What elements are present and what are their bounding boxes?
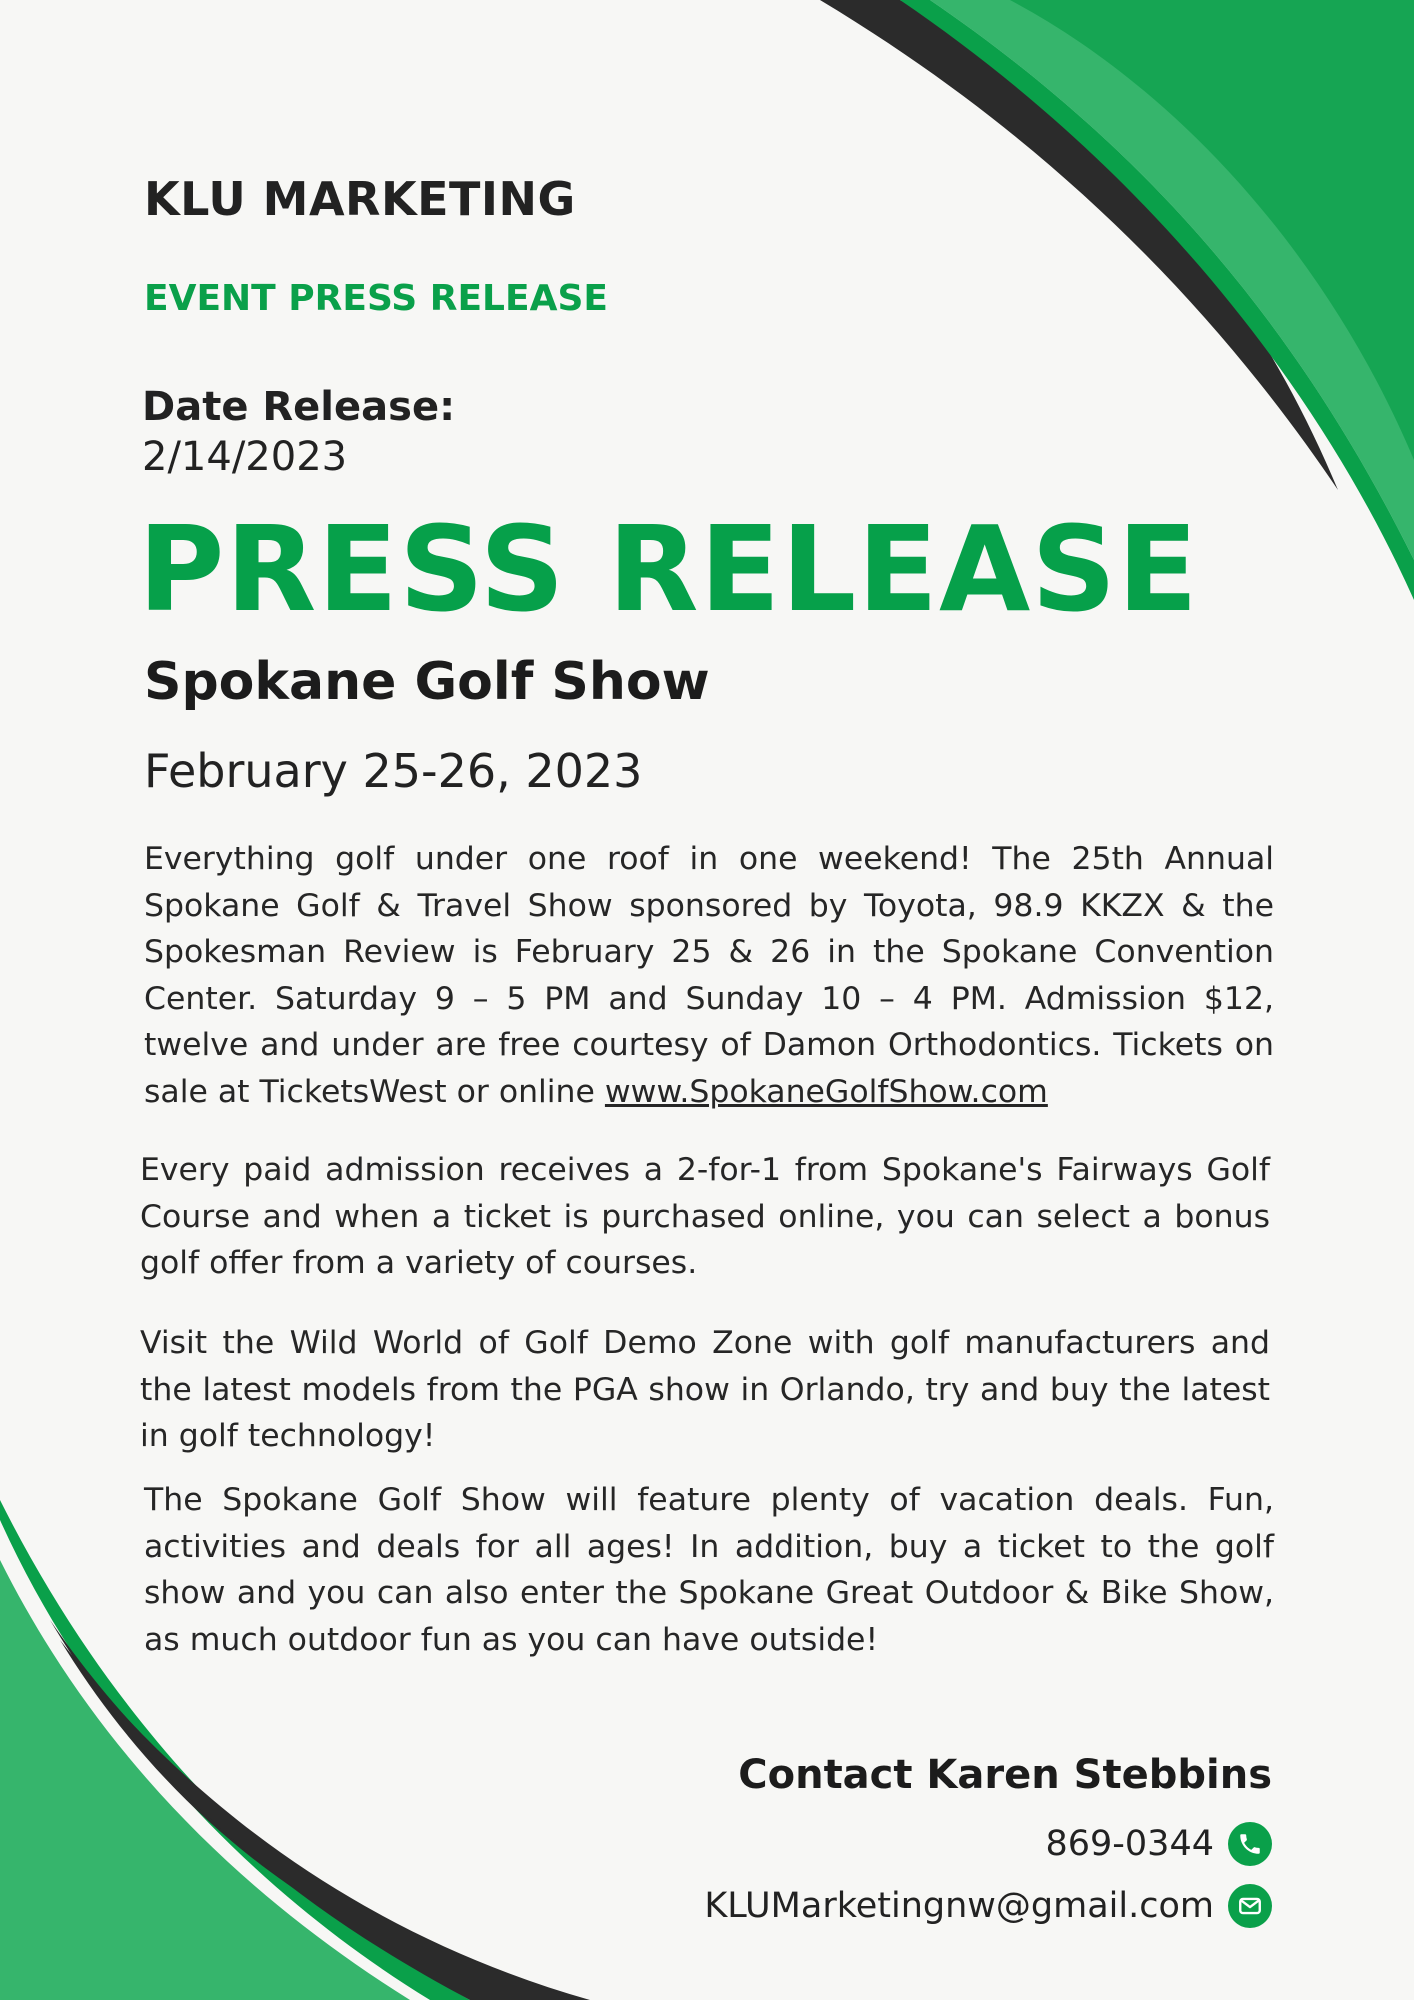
phone-icon <box>1228 1822 1272 1866</box>
body-paragraph-1 <box>144 836 1274 1115</box>
company-name: KLU MARKETING <box>144 172 576 226</box>
event-name: Spokane Golf Show <box>144 652 710 712</box>
release-date-value: 2/14/2023 <box>142 434 348 480</box>
event-dates: February 25-26, 2023 <box>144 744 643 798</box>
body-paragraph-3: Visit the Wild World of Golf Demo Zone with golf manufacturers and the latest models from the PGA show in Orlando, try and buy the latest in golf technology! <box>140 1325 1270 1454</box>
website-link[interactable]: www.SpokaneGolfShow.com <box>604 1073 1048 1110</box>
document-kicker: EVENT PRESS RELEASE <box>144 278 608 319</box>
release-date-label: Date Release: <box>142 384 456 430</box>
mail-icon <box>1228 1884 1272 1928</box>
body-paragraph-2: Every paid admission receives a 2-for-1 from Spokane's Fairways Golf Course and when a ticket is purchased online, you can select a bonus golf offer from a variety of courses. <box>140 1152 1270 1281</box>
contact-email-address: KLUMarketingnw@gmail.com <box>704 1886 1214 1926</box>
contact-title: Contact Karen Stebbins <box>738 1752 1272 1798</box>
contact-phone-number: 869-0344 <box>1045 1824 1214 1864</box>
contact-email[interactable] <box>704 1880 1272 1932</box>
body-paragraph-4: The Spokane Golf Show will feature plenty of vacation deals. Fun, activities and deals for all ages! In addition, buy a ticket to the golf show and you can also enter the Spokane Great Outdoor & Bike Show, as much outdoor fun as you can have outside! <box>144 1482 1274 1658</box>
page-title: PRESS RELEASE <box>138 500 1199 638</box>
body-paragraph-1-text: Everything golf under one roof in one weekend! The 25th Annual Spokane Golf & Travel Show sponsored by Toyota, 98.9 KKZX & the Spokesman Review is February 25 & 26 in the Spokane Convention Center. Saturday 9 – 5 PM and Sunday 10 – 4 PM. Admission $12, twelve and under are free courtesy of Damon Orthodontics. Tickets on sale at TicketsWest or online <box>144 841 1274 1110</box>
contact-phone[interactable] <box>1045 1818 1272 1870</box>
